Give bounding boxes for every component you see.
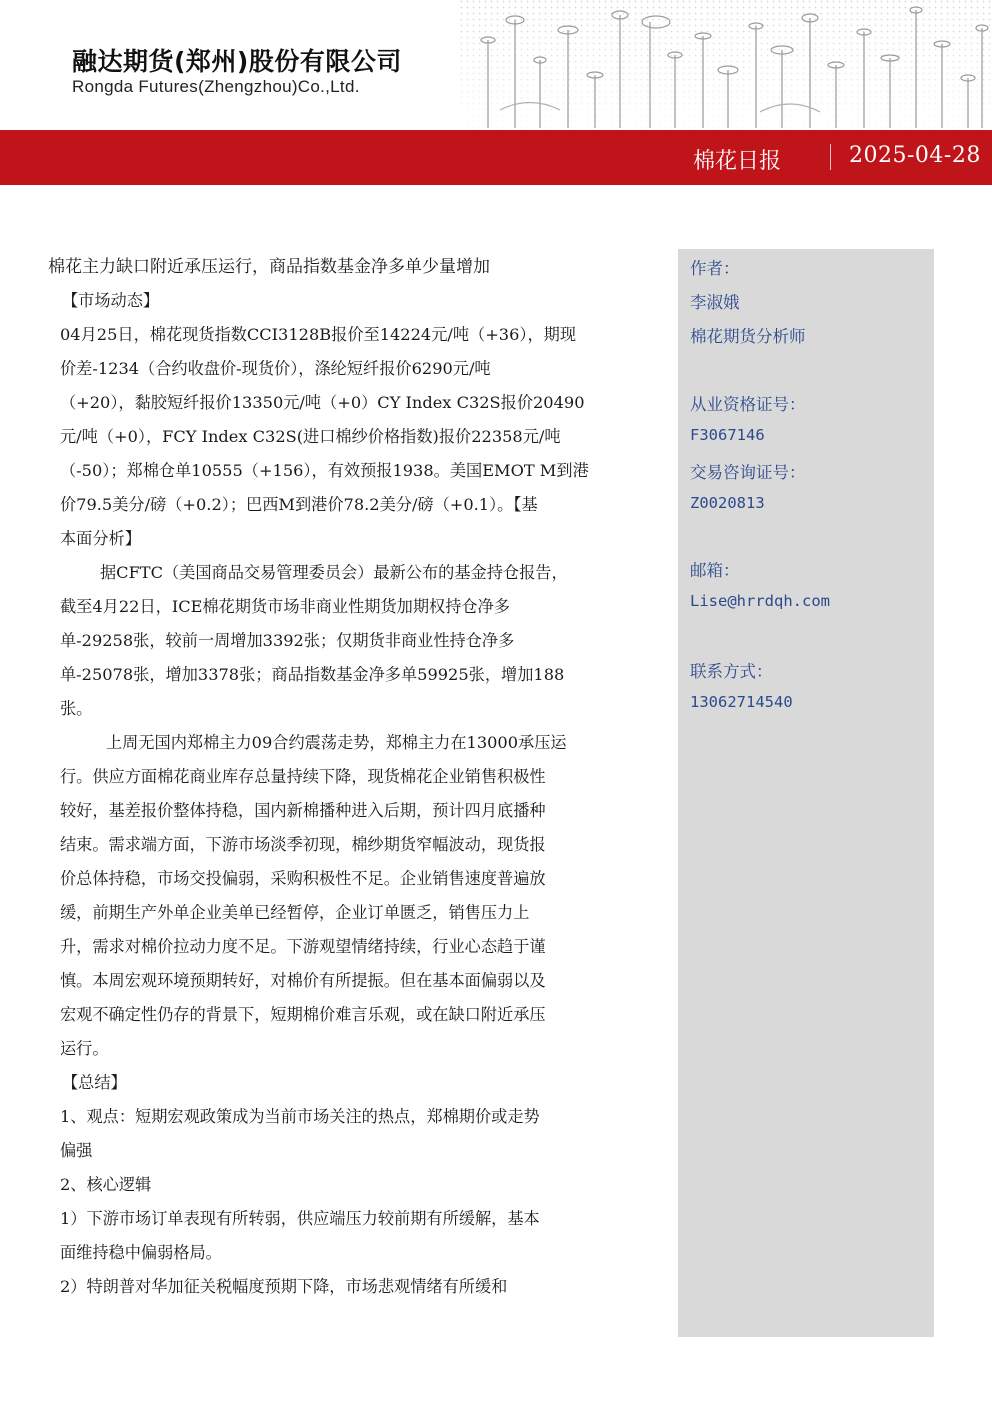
text-line: 较好，基差报价整体持稳，国内新棉播种进入后期，预计四月底播种 <box>60 801 546 820</box>
author-label: 作者： <box>690 259 740 278</box>
report-body <box>48 250 628 1304</box>
text-line: 张。 <box>60 699 93 718</box>
report-date: 2025-04-28 <box>849 143 981 168</box>
text-line: 升，需求对棉价拉动力度不足。下游观望情绪持续，行业心态趋于谨 <box>60 937 546 956</box>
author-title: 棉花期货分析师 <box>690 327 806 346</box>
phone-number: 13062714540 <box>690 693 793 711</box>
headline: 棉花主力缺口附近承压运行，商品指数基金净多单少量增加 <box>48 257 490 277</box>
title-band <box>0 130 992 185</box>
text-line: 1、观点：短期宏观政策成为当前市场关注的热点，郑棉期价或走势 <box>60 1107 540 1126</box>
text-line: 2）特朗普对华加征关税幅度预期下降，市场悲观情绪有所缓和 <box>60 1277 508 1296</box>
author-name: 李淑娥 <box>690 293 740 312</box>
email-label: 邮箱： <box>690 561 740 580</box>
header-decoration <box>460 0 992 130</box>
text-line: 截至4月22日，ICE棉花期货市场非商业性期货加期权持仓净多 <box>60 597 510 616</box>
text-line: 价总体持稳，市场交投偏弱，采购积极性不足。企业销售速度普遍放 <box>60 869 546 888</box>
text-line: 面维持稳中偏弱格局。 <box>60 1243 222 1262</box>
text-line: 单-25078张，增加3378张；商品指数基金净多单59925张，增加188 <box>60 665 565 684</box>
analysis-paragraph <box>48 726 628 1066</box>
text-line: 2、核心逻辑 <box>60 1175 152 1194</box>
text-line: （-50）；郑棉仓单10555（+156），有效预报1938。美国EMOT M到港 <box>60 461 589 480</box>
text-line: 慎。本周宏观环境预期转好，对棉价有所提振。但在基本面偏弱以及 <box>60 971 546 990</box>
text-line: 04月25日，棉花现货指数CCI3128B报价至14224元/吨（+36），期现 <box>60 325 577 344</box>
text-line: 单-29258张，较前一周增加3392张；仅期货非商业性持仓净多 <box>60 631 515 650</box>
report-title: 棉花日报 <box>693 149 782 174</box>
email-link[interactable]: Lise@hrrdqh.com <box>690 592 830 610</box>
company-name-cn: 融达期货(郑州)股份有限公司 <box>72 47 402 76</box>
company-name-en: Rongda Futures(Zhengzhou)Co.,Ltd. <box>72 77 360 96</box>
fund-paragraph <box>48 556 628 726</box>
text-line: 偏强 <box>60 1141 93 1160</box>
cert-number: F3067146 <box>690 426 765 444</box>
text-line: 价79.5美分/磅（+0.2）；巴西M到港价78.2美分/磅（+0.1）。【基 <box>60 495 538 514</box>
text-line: 结束。需求端方面，下游市场淡季初现，棉纱期货窄幅波动，现货报 <box>60 835 546 854</box>
cert-label: 从业资格证号： <box>690 395 806 414</box>
contact-label: 联系方式： <box>690 662 773 681</box>
text-line: 缓，前期生产外单企业美单已经暂停，企业订单匮乏，销售压力上 <box>60 903 530 922</box>
text-line: 上周无国内郑棉主力09合约震荡走势，郑棉主力在13000承压运 <box>106 733 567 752</box>
market-paragraph <box>48 318 628 556</box>
text-line: 运行。 <box>60 1039 109 1058</box>
section-heading-market: 【市场动态】 <box>62 291 160 310</box>
text-line: 据CFTC（美国商品交易管理委员会）最新公布的基金持仓报告， <box>100 563 568 582</box>
text-line: 1）下游市场订单表现有所转弱，供应端压力较前期有所缓解，基本 <box>60 1209 540 1228</box>
text-line: 价差-1234（合约收盘价-现货价），涤纶短纤报价6290元/吨 <box>60 359 491 378</box>
title-separator <box>830 144 831 170</box>
text-line: 元/吨（+0），FCY Index C32S(进口棉纱价格指数)报价22358元/吨 <box>60 427 561 446</box>
text-line: （+20），黏胶短纤报价13350元/吨（+0）CY Index C32S报价20490 <box>60 393 585 412</box>
section-heading-summary: 【总结】 <box>62 1073 127 1092</box>
consult-number: Z0020813 <box>690 494 765 512</box>
text-line: 行。供应方面棉花商业库存总量持续下降，现货棉花企业销售积极性 <box>60 767 546 786</box>
text-line: 宏观不确定性仍存的背景下，短期棉价难言乐观，或在缺口附近承压 <box>60 1005 546 1024</box>
author-sidebar <box>678 249 934 1337</box>
consult-label: 交易咨询证号： <box>690 463 806 482</box>
text-line: 本面分析】 <box>60 529 141 548</box>
summary-paragraph <box>48 1100 628 1304</box>
